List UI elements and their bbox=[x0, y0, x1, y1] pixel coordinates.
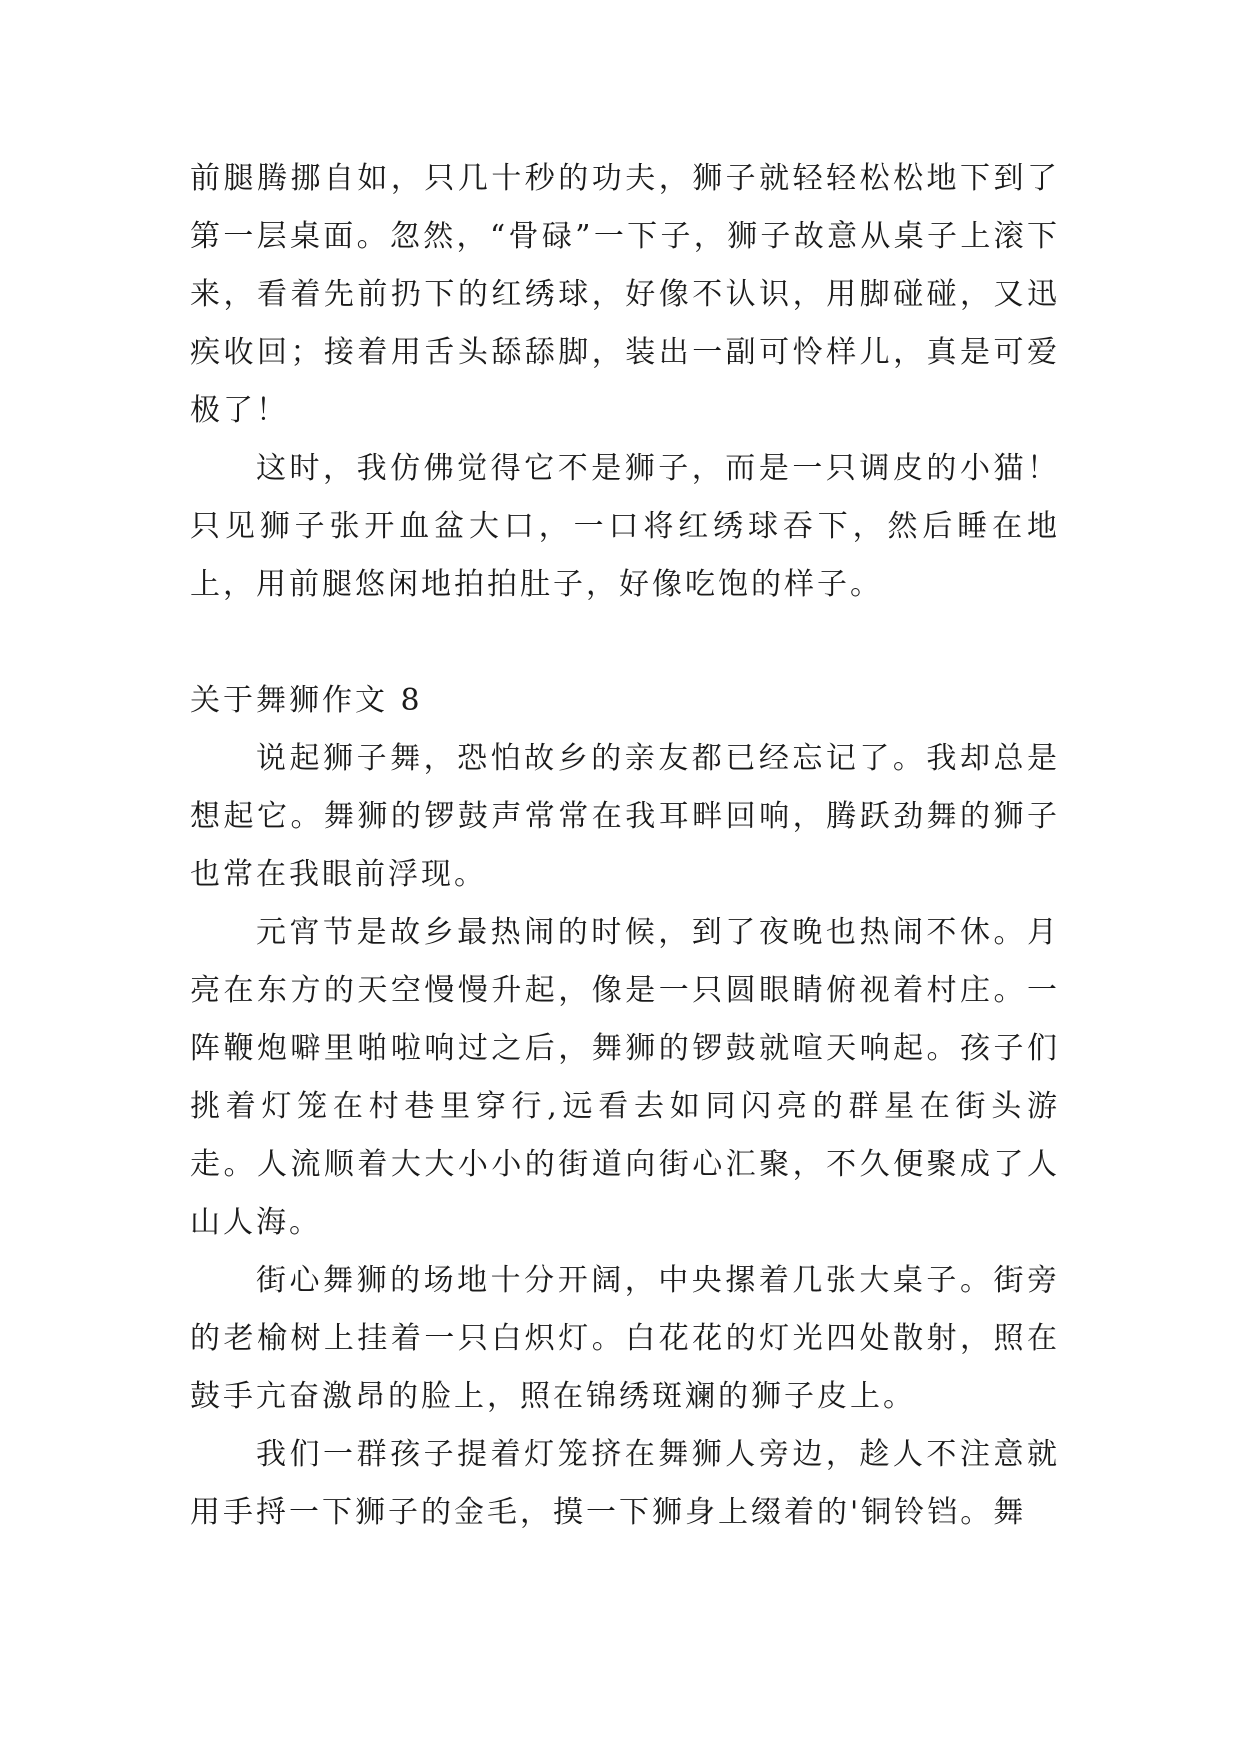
paragraph-3: 说起狮子舞，恐怕故乡的亲友都已经忘记了。我却总是想起它。舞狮的锣鼓声常常在我耳畔回响，腾跃劲舞的狮子也常在我眼前浮现。 bbox=[190, 741, 1060, 892]
paragraph-2: 这时，我仿佛觉得它不是狮子，而是一只调皮的小猫！只见狮子张开血盆大口，一口将红绣球吞下，然后睡在地上，用前腿悠闲地拍拍肚子，好像吃饱的样子。 bbox=[190, 451, 1060, 602]
document-body bbox=[190, 150, 1060, 1542]
section-heading: 关于舞狮作文 8 bbox=[190, 683, 423, 718]
paragraph-4: 元宵节是故乡最热闹的时候，到了夜晚也热闹不休。月亮在东方的天空慢慢升起，像是一只圆眼睛俯视着村庄。一阵鞭炮噼里啪啦响过之后，舞狮的锣鼓就喧天响起。孩子们挑着灯笼在村巷里穿行,远看去如同闪亮的群星在街头游走。人流顺着大大小小的街道向街心汇聚，不久便聚成了人山人海。 bbox=[190, 915, 1060, 1240]
paragraph-5: 街心舞狮的场地十分开阔，中央摞着几张大桌子。街旁的老榆树上挂着一只白炽灯。白花花的灯光四处散射，照在鼓手亢奋激昂的脸上，照在锦绣斑斓的狮子皮上。 bbox=[190, 1263, 1060, 1414]
paragraph-1: 前腿腾挪自如，只几十秒的功夫，狮子就轻轻松松地下到了第一层桌面。忽然，“骨碌”一下子，狮子故意从桌子上滚下来，看着先前扔下的红绣球，好像不认识，用脚碰碰，又迅疾收回；接着用舌头舔舔脚，装出一副可怜样儿，真是可爱极了！ bbox=[190, 161, 1060, 428]
paragraph-6: 我们一群孩子提着灯笼挤在舞狮人旁边，趁人不注意就用手捋一下狮子的金毛，摸一下狮身上缀着的'铜铃铛。舞 bbox=[190, 1437, 1060, 1530]
